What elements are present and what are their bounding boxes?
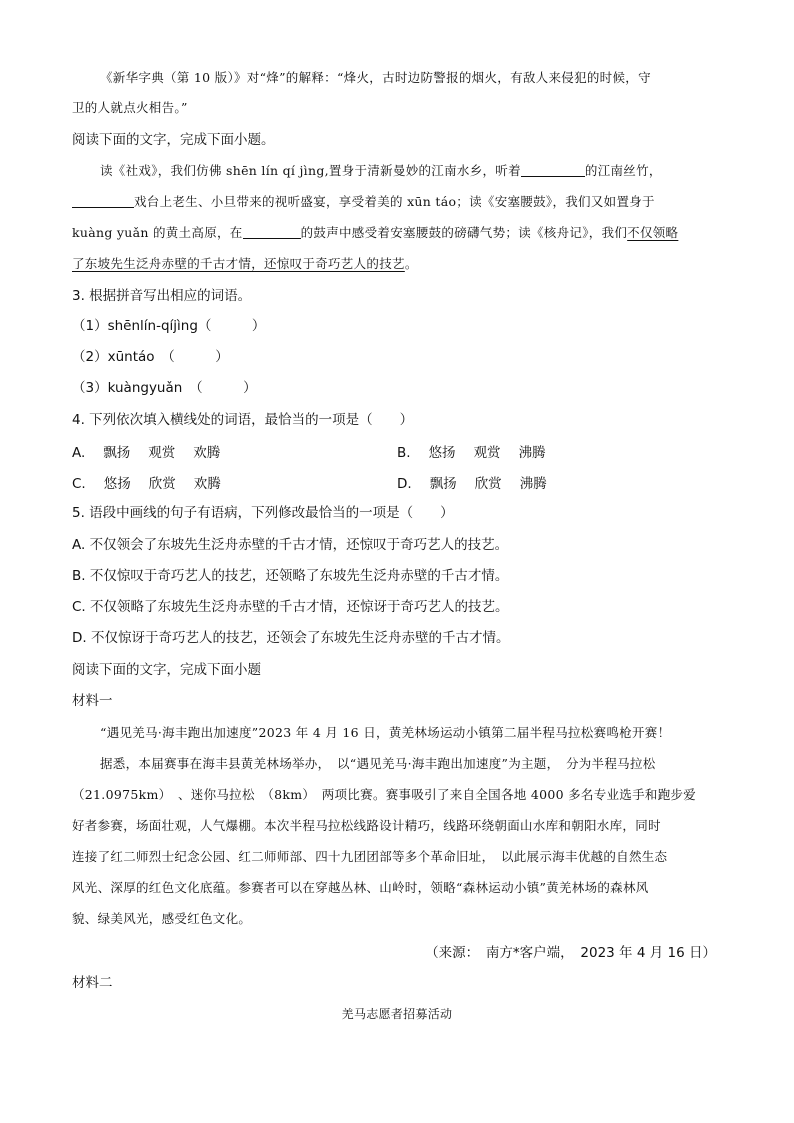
q4-option-c [72,472,221,492]
intro-line-2: 卫的人就点火相告。” [72,100,188,115]
passage-line-1 [72,161,750,181]
q3-title: 3. 根据拼音写出相应的词语。 [72,288,252,304]
q3-item-3: （3）kuàngyuǎn （ ） [72,380,257,396]
passage-line-2 [72,192,722,212]
option-word: 观赏 [148,445,176,461]
material-1-line-6: 风光、深厚的红色文化底蕴。参赛者可以在穿越丛林、山岭时，领略“森林运动小镇”黄羌林场的森林风 [72,880,649,895]
option-word: 观赏 [473,445,501,461]
passage-text: kuàng yuǎn 的黄土高原，在 [72,225,243,240]
option-word: 飘扬 [429,476,457,492]
option-word: 欢腾 [193,445,221,461]
material-1-line-7: 貌、绿美风光，感受红色文化。 [72,911,252,926]
q5-option-c: C. 不仅领略了东坡先生泛舟赤壁的千古才情，还惊讶于奇巧艺人的技艺。 [72,599,509,615]
option-label: A. [72,445,86,461]
option-word: 欣赏 [474,476,502,492]
option-word: 沸腾 [519,476,547,492]
option-label: C. [72,476,86,492]
section1-instruction: 阅读下面的文字，完成下面小题。 [72,132,275,148]
material-1-line-1: “遇见羌马·海丰跑出加速度”2023 年 4 月 16 日，黄羌林场运动小镇第二届半程马拉松赛鸣枪开赛！ [100,725,671,740]
fill-blank-2 [72,193,134,208]
underlined-sentence-start: 不仅领略 [627,225,679,240]
option-word: 沸腾 [518,445,546,461]
underlined-sentence: 了东坡先生泛舟赤壁的千古才情，还惊叹于奇巧艺人的技艺 [72,256,405,271]
section2-instruction: 阅读下面的文字，完成下面小题 [72,662,261,678]
q4-option-b [397,441,546,461]
option-label: D. [397,476,412,492]
passage-text: 读《社戏》，我们仿佛 shēn lín qí jìng,置身于清新曼妙的江南水乡，听着 [100,163,521,178]
passage-text: 。 [404,256,418,271]
option-word: 欢腾 [193,476,221,492]
material-1-line-2: 据悉，本届赛事在海丰县黄羌林场举办， 以“遇见羌马·海丰跑出加速度”为主题， 分为半程马拉松 [100,756,656,771]
material-2-title: 材料二 [72,975,113,991]
material-1-title: 材料一 [72,693,113,709]
passage-line-3 [72,223,722,243]
fill-blank-3 [243,224,301,239]
passage-text: 的江南丝竹， [584,163,662,178]
option-word: 悠扬 [428,445,456,461]
passage-line-4 [72,254,722,274]
passage-text: 的鼓声中感受着安塞腰鼓的磅礴气势；读《核舟记》，我们 [300,225,628,240]
option-word: 飘扬 [103,445,131,461]
passage-text: 戏台上老生、小旦带来的视听盛宴，享受着美的 xūn táo；读《安塞腰鼓》，我们又如置身于 [134,194,655,209]
q5-title: 5. 语段中画线的句子有语病，下列修改最恰当的一项是（ ） [72,505,454,521]
material-1-line-4: 好者参赛，场面壮观，人气爆棚。本次半程马拉松线路设计精巧，线路环绕朝面山水库和朝阳水库，同时 [72,818,661,833]
q3-item-1: （1）shēnlín-qíjìng（ ） [72,318,266,334]
material-1-source: （来源： 南方*客户端， 2023 年 4 月 16 日） [425,945,716,961]
q4-option-a [72,441,220,461]
option-word: 悠扬 [103,476,131,492]
q5-option-a: A. 不仅领会了东坡先生泛舟赤壁的千古才情，还惊叹于奇巧艺人的技艺。 [72,537,509,553]
q5-option-b: B. 不仅惊叹于奇巧艺人的技艺，还领略了东坡先生泛舟赤壁的千古才情。 [72,568,509,584]
option-label: B. [397,445,411,461]
intro-line-1: 《新华字典（第 10 版）》对“烽”的解释：“烽火，古时边防警报的烟火，有敌人来侵犯的时候，守 [100,70,651,85]
q5-option-d: D. 不仅惊讶于奇巧艺人的技艺，还领会了东坡先生泛舟赤壁的千古才情。 [72,630,510,646]
option-word: 欣赏 [148,476,176,492]
material-2-heading: 羌马志愿者招募活动 [341,1007,453,1021]
material-1-line-5: 连接了红二师烈士纪念公园、红二师师部、四十九团团部等多个革命旧址， 以此展示海丰优越的自然生态 [72,849,668,864]
material-1-line-3: （21.0975km） 、迷你马拉松 （8km） 两项比赛。赛事吸引了来自全国各地 4000 多名专业选手和跑步爱 [72,787,697,802]
q3-item-2: （2）xūntáo （ ） [72,349,229,365]
q4-title: 4. 下列依次填入横线处的词语，最恰当的一项是（ ） [72,412,414,428]
fill-blank-1 [521,162,585,177]
q4-option-d [397,472,547,492]
